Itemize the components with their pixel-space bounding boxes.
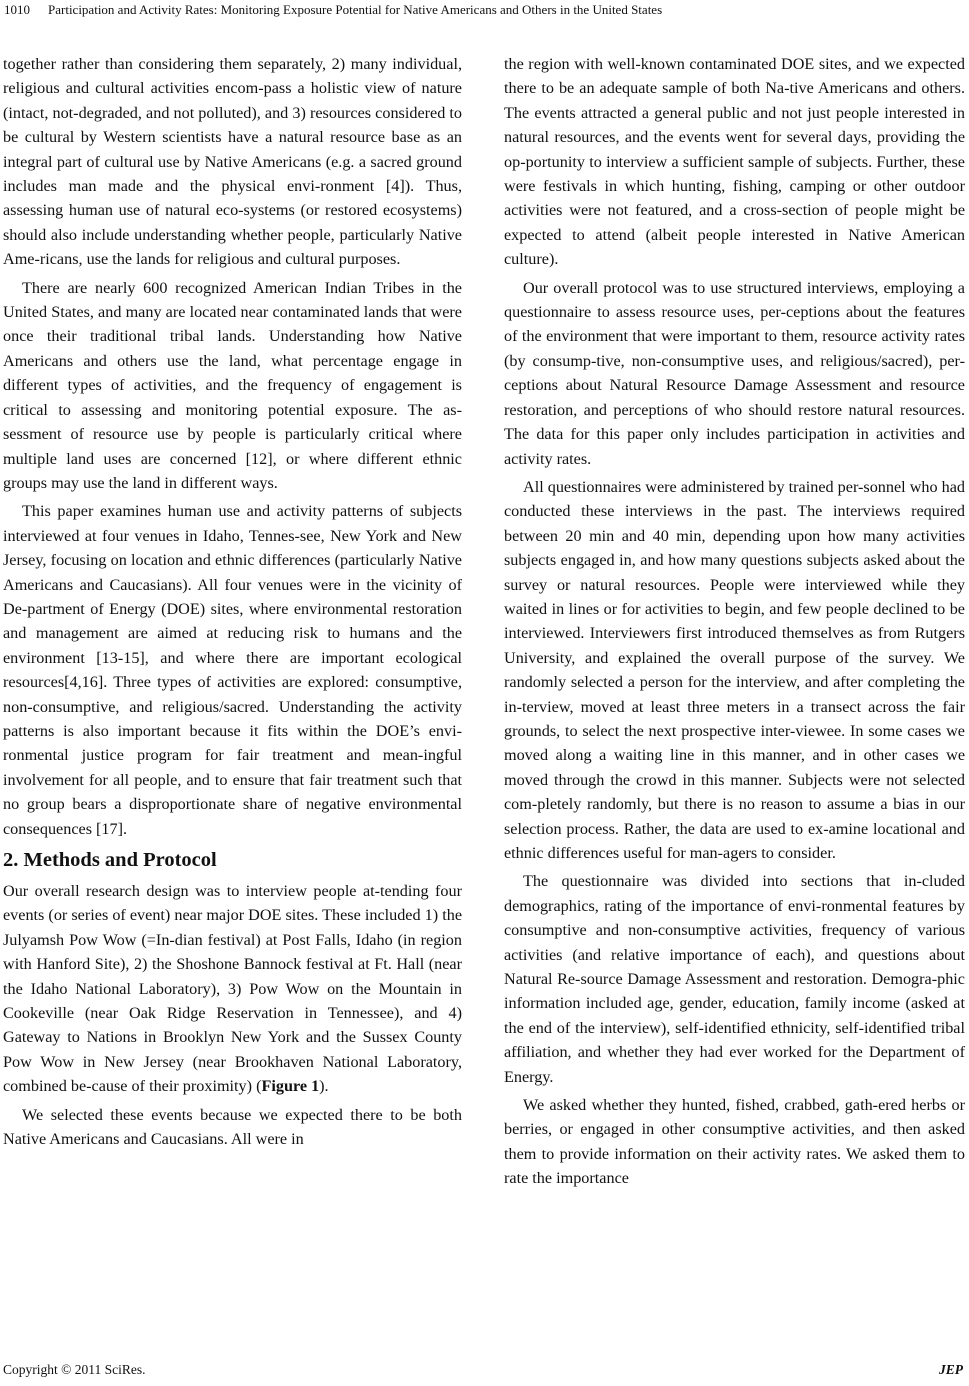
copyright-notice: Copyright © 2011 SciRes. bbox=[3, 1362, 146, 1377]
paragraph: The questionnaire was divided into sections that in-cluded demographics, rating of the importance of envi-ronmental features by consumptive and non-consumptive activities, frequency of various activities (and relative importance of each), and questions about Natural Re-source Damage Assessment and restoration. Demogra-phic information included age, gender, education, family income (asked at the end of the interview), self-identified ethnicity, self-identified tribal affiliation, and whether they had ever worked for the Department of Energy. bbox=[504, 872, 965, 1086]
right-column bbox=[504, 52, 965, 1195]
paragraph bbox=[3, 879, 462, 1099]
page-footer bbox=[0, 1362, 969, 1384]
paragraph: the region with well-known contaminated DOE sites, and we expected there to be an adequate sample of both Na-tive Americans and others. The events attracted a general public and not just people interested in natural resources, and the events went for several days, providing the op-portunity to interview a sufficient sample of subjects. Further, these were festivals in which hunting, fishing, camping or other outdoor activities were not featured, and a cross-section of people might be expected to attend (albeit people interested in Native American culture). bbox=[504, 55, 965, 269]
paragraph: We asked whether they hunted, fished, crabbed, gath-ered herbs or berries, or engaged in other consumptive activities, and then asked them to provide information on their activity rates. We asked them to rate the importance bbox=[504, 1096, 965, 1188]
running-header bbox=[0, 0, 969, 24]
paragraph: All questionnaires were administered by trained per-sonnel who had conducted these interviews in the past. The interviews required between 20 min and 40 min, depending upon how many activities subjects engaged in, and how many questions subjects asked about the survey or natural resources. People were interviewed while they waited in lines or for activities to begin, and few people declined to be interviewed. Interviewers first introduced themselves as from Rutgers University, and explained the overall purpose of the survey. We randomly selected a person for the interview, and after completing the in-terview, moved at least three meters in a transect across the fair grounds, to select the next prospective inter-viewee. In some cases we moved along a waiting line in this manner, and in other cases we moved through the crowd in this manner. Subjects were not selected com-pletely randomly, but there is no reason to assume a bias in our selection process. Rather, the data are used to ex-amine locational and ethnic differences useful for man-agers to consider. bbox=[504, 477, 966, 862]
figure-reference-link[interactable]: Figure 1 bbox=[261, 1077, 320, 1096]
paragraph: We selected these events because we expected there to be both Native Americans and Caucasians. All were in bbox=[3, 1105, 462, 1149]
paragraph: There are nearly 600 recognized American Indian Tribes in the United States, and many are located near contaminated lands that were once their traditional tribal lands. Understanding how Native Americans and others use the land, what percentage engage in different types of activities, and the frequency of engagement is critical to assessing and monitoring potential exposure. The as-sessment of resource use by people is particularly critical where multiple land uses are concerned [12], or where different ethnic groups may use the land in different ways. bbox=[3, 278, 462, 492]
left-column bbox=[3, 52, 462, 1155]
paragraph-text: ). bbox=[319, 1077, 329, 1096]
section-heading: 2. Methods and Protocol bbox=[3, 849, 217, 871]
page-number: 1010 bbox=[4, 2, 30, 17]
paragraph: together rather than considering them separately, 2) many individual, religious and cultural activities encom-pass a holistic view of nature (intact, not-degraded, and not polluted), and 3) resources considered to be cultural by Western scientists have a natural resource base as an integral part of cultural use by Native Americans (e.g. a sacred ground includes man made and the physical envi-ronment [4]). Thus, assessing human use of natural eco-systems (or restored ecosystems) should also include understanding whether people, particularly Native Ame-ricans, use the lands for religious and cultural purposes. bbox=[3, 55, 462, 269]
paragraph: Our overall protocol was to use structured interviews, employing a questionnaire to assess resource uses, per-ceptions about the features of the environment that were important to them, resource activity rates (by consump-tive, non-consumptive uses, and religious/sacred), per-ceptions about Natural Resource Damage Assessment and resource restoration, and perceptions of who should restore natural resources. The data for this paper only includes participation in activities and activity rates. bbox=[504, 278, 965, 468]
paragraph-text: Our overall research design was to interview people at-tending four events (or series of event) near major DOE sites. These included 1) the Julyamsh Pow Wow (=In-dian festival) at Post Falls, Idaho (in region with Hanford Site), 2) the Shoshone Bannock festival at Ft. Hall (near the Idaho National Laboratory), 3) Pow Wow on the Mountain in Cookeville (near Oak Ridge Reservation in Tennessee), and 4) Gateway to Nations in Brooklyn New York and the Sussex County Pow Wow in New Jersey (near Brookhaven National Laboratory, combined be-cause of their proximity) ( bbox=[3, 882, 462, 1096]
paragraph: This paper examines human use and activity patterns of subjects interviewed at four venues in Idaho, Tennes-see, New York and New Jersey, focusing on location and ethnic differences (particularly Native Americans and Caucasians). All four venues were in the vicinity of De-partment of Energy (DOE) sites, where environmental restoration and management are aimed at reducing risk to humans and the environment [13-15], and where there are important ecological resources[4,16]. Three types of activities are explored: consumptive, non-consumptive, and religious/sacred. Understanding the activity patterns is also important because it fits within the DOE’s envi-ronmental justice program for fair treatment and mean-ingful involvement for all people, and to ensure that fair treatment such that no group bears a disproportionate share of negative environmental consequences [17]. bbox=[3, 502, 462, 838]
journal-abbreviation: JEP bbox=[938, 1362, 963, 1377]
running-title: Participation and Activity Rates: Monitoring Exposure Potential for Native Americans and Others in the United States bbox=[48, 2, 663, 17]
